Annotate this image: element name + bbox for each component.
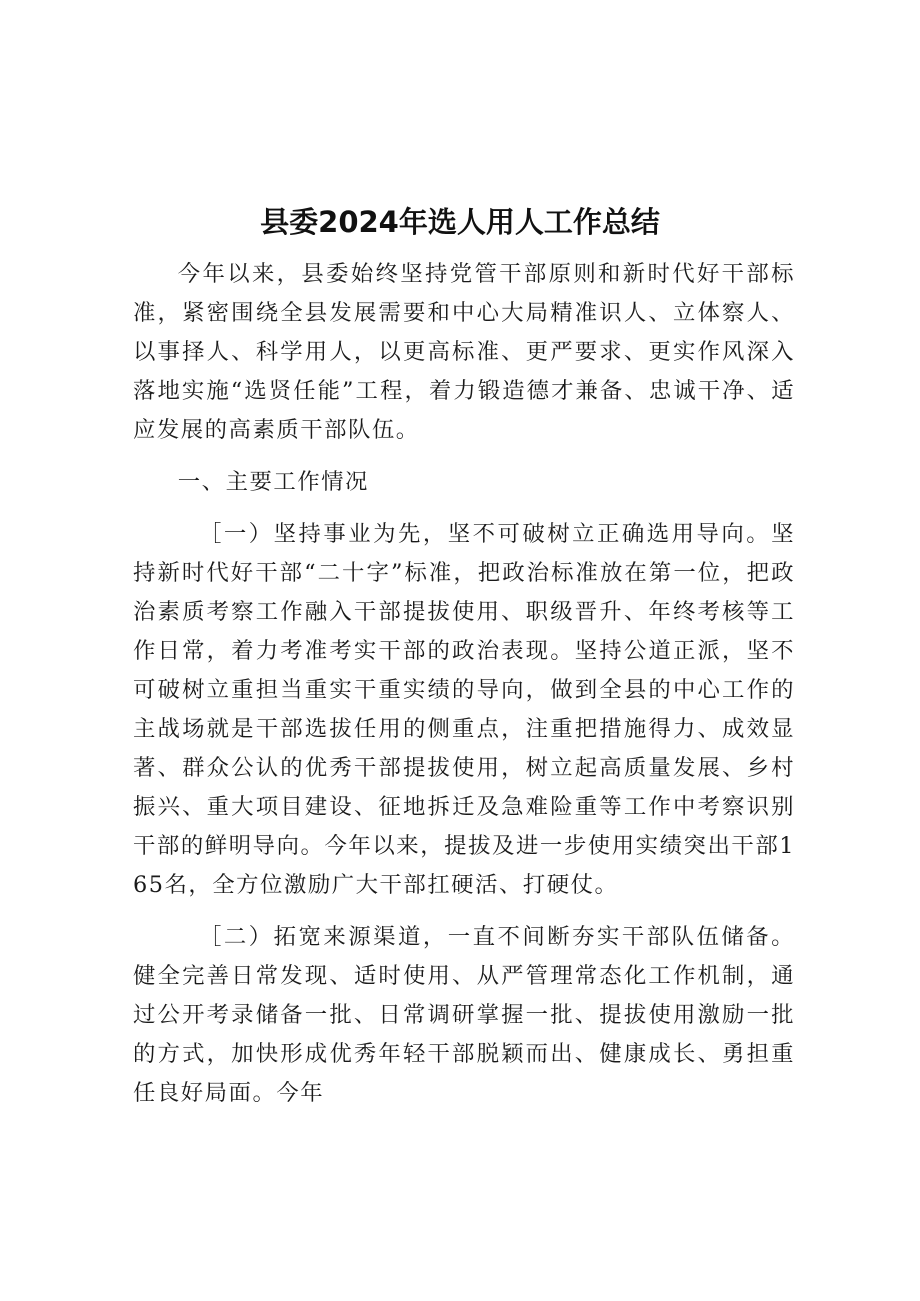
document-title: 县委2024年选人用人工作总结 [260, 205, 660, 239]
subsection-paragraph-1: ［一）坚持事业为先，坚不可破树立正确选用导向。坚持新时代好干部“二十字”标准，把政治标准放在第一位，把政治素质考察工作融入干部提拔使用、职级晋升、年终考核等工作日常，着力考准考实干部的政治表现。坚持公道正派，坚不可破树立重担当重实干重实绩的导向，做到全县的中心工作的主战场就是干部选拔任用的侧重点，注重把措施得力、成效显著、群众公认的优秀干部提拔使用，树立起高质量发展、乡村振兴、重大项目建设、征地拆迁及急难险重等工作中考察识别干部的鲜明导向。今年以来，提拔及进一步使用实绩突出干部165名，全方位激励广大干部扛硬活、打硬仗。 [133, 521, 795, 898]
subsection-paragraph-2: ［二）拓宽来源渠道，一直不间断夯实干部队伍储备。健全完善日常发现、适时使用、从严管理常态化工作机制，通过公开考录储备一批、日常调研掌握一批、提拔使用激励一批的方式，加快形成优秀年轻干部脱颖而出、健康成长、勇担重任良好局面。今年 [133, 924, 795, 1106]
section-heading-main-work: 一、主要工作情况 [177, 469, 369, 495]
intro-paragraph: 今年以来，县委始终坚持党管干部原则和新时代好干部标准，紧密围绕全县发展需要和中心大局精准识人、立体察人、以事择人、科学用人，以更高标准、更严要求、更实作风深入落地实施“选贤任能”工程，着力锻造德才兼备、忠诚干净、适应发展的高素质干部队伍。 [133, 261, 795, 443]
document-body [133, 255, 795, 1113]
